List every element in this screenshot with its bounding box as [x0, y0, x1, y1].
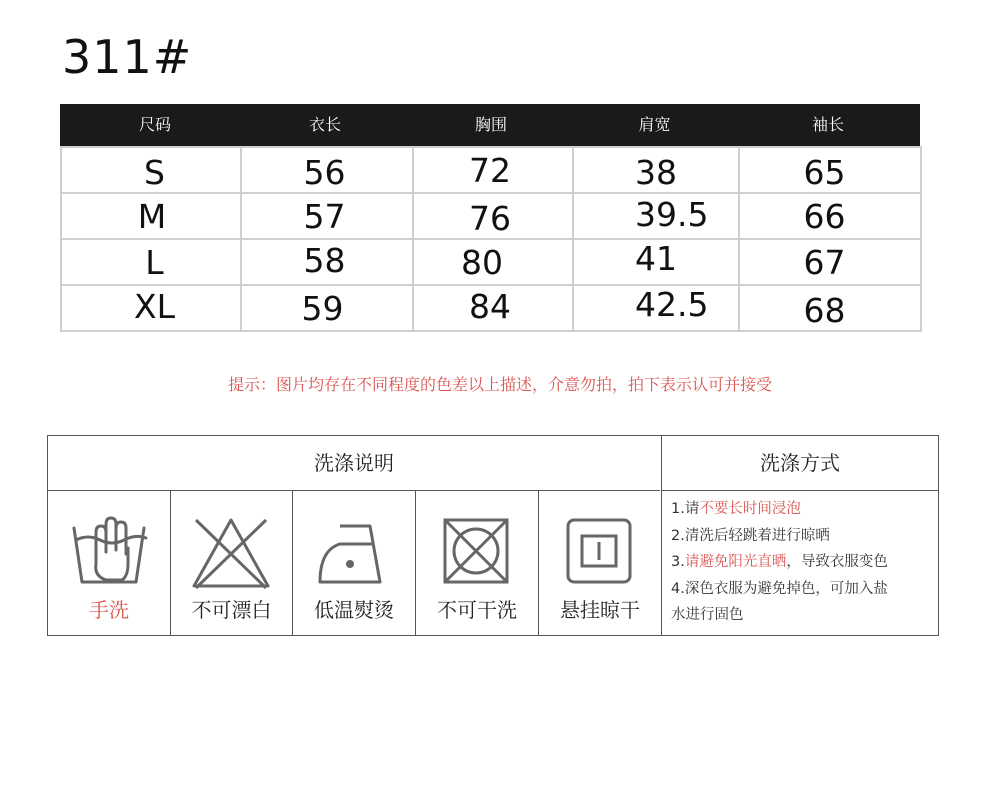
washing-step [671, 496, 933, 523]
step-text: 水进行固色 [671, 607, 744, 623]
sleeve-cell: 65 [803, 153, 846, 192]
size-cell: M [137, 197, 167, 236]
washing-step [671, 523, 933, 550]
product-code: 311# [62, 30, 193, 84]
shoulder-cell: 41 [635, 239, 677, 278]
sleeve-cell: 68 [803, 291, 846, 330]
washing-step [671, 576, 933, 603]
size-cell: L [145, 243, 164, 282]
washing-step [671, 549, 933, 576]
size-table-header [60, 104, 920, 146]
shoulder-cell: 38 [635, 153, 677, 192]
size-table [60, 104, 920, 330]
column-divider [240, 148, 242, 330]
no-dry-clean-label: 不可干洗 [437, 598, 517, 622]
length-cell: 58 [303, 241, 346, 280]
care-header-divider [48, 490, 660, 491]
chest-cell: 76 [469, 199, 511, 238]
sleeve-cell: 66 [803, 197, 846, 236]
no-bleach-label: 不可漂白 [191, 598, 272, 622]
care-method-title: 洗涤方式 [760, 451, 840, 475]
hand-wash-icon [66, 514, 152, 594]
length-cell: 56 [303, 153, 346, 192]
header-chest: 胸围 [474, 115, 507, 134]
step-highlight: 不要长时间浸泡 [699, 501, 801, 517]
no-bleach-icon [188, 514, 274, 594]
care-header-divider [661, 490, 938, 491]
header-sleeve: 袖长 [811, 115, 844, 134]
low-iron-label: 低温熨烫 [314, 598, 394, 622]
step-text: 3. [671, 554, 685, 570]
column-divider [572, 148, 574, 330]
shoulder-cell: 42.5 [635, 285, 709, 324]
hang-dry-icon [556, 514, 642, 594]
shoulder-cell: 39.5 [635, 195, 709, 234]
sleeve-cell: 67 [803, 243, 846, 282]
column-divider [412, 148, 414, 330]
step-text: 4.深色衣服为避免掉色，可加入盐 [671, 580, 888, 597]
step-text: ，导致衣服变色 [786, 554, 888, 570]
step-highlight: 请避免阳光直晒 [684, 554, 787, 570]
care-table [47, 435, 939, 636]
color-difference-notice: 提示：图片均存在不同程度的色差以上描述，介意勿拍，拍下表示认可并接受 [227, 375, 772, 394]
care-instructions-title: 洗涤说明 [314, 451, 394, 475]
hand-wash-label: 手洗 [89, 598, 129, 622]
length-cell: 59 [301, 289, 344, 328]
length-cell: 57 [303, 197, 346, 236]
chest-cell: 80 [461, 243, 503, 282]
step-text: 2.清洗后轻跳着进行晾晒 [671, 527, 830, 544]
header-shoulder: 肩宽 [638, 115, 671, 134]
no-dry-clean-icon [433, 514, 519, 594]
size-cell: S [144, 153, 165, 192]
header-length: 衣长 [308, 115, 341, 134]
chest-cell: 84 [469, 287, 511, 326]
size-cell: XL [134, 287, 175, 326]
hang-dry-label: 悬挂晾干 [560, 598, 640, 622]
low-iron-icon [310, 514, 396, 594]
washing-step [671, 602, 933, 629]
header-size: 尺码 [138, 115, 171, 134]
size-table-body [60, 146, 922, 332]
washing-steps [671, 496, 933, 629]
step-text: 1.请 [671, 501, 700, 517]
chest-cell: 72 [469, 151, 511, 190]
